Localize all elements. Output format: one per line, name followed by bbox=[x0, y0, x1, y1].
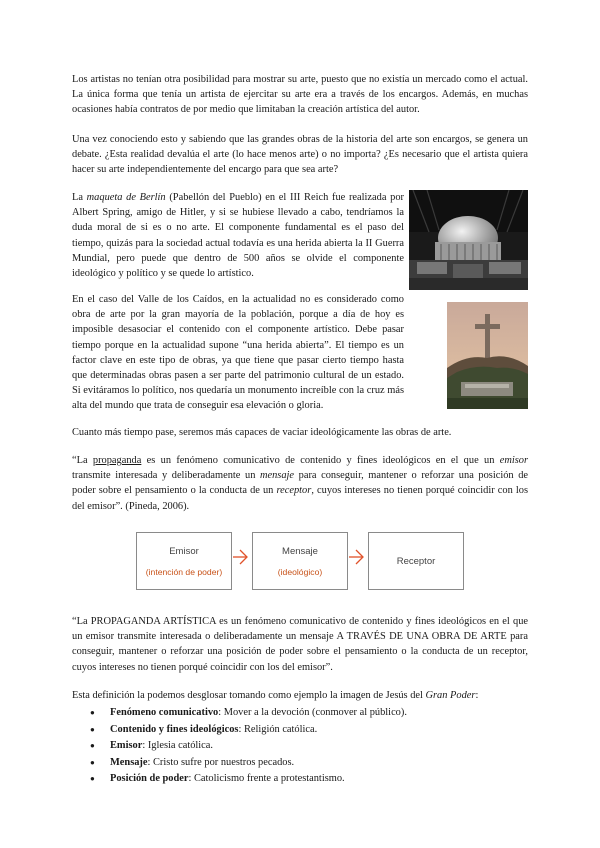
berlin-title: maqueta de Berlín bbox=[86, 192, 166, 203]
communication-diagram bbox=[136, 532, 464, 590]
diagram-receptor-label: Receptor bbox=[396, 556, 436, 567]
receptor-term: receptor bbox=[276, 485, 312, 497]
paragraph-propaganda-artistica: “La PROPAGANDA ARTÍSTICA es un fenómeno comunicativo de contenido y fines ideológicos en el que un emisor transmite interesada o deliberadamente un mensaje A TRAVÉS DE UNA OBRA DE ARTE para conseguir, mantener o reforzar una posición de poder sobre el pensamiento o la conducta de un receptor, cuyos intereses no tienen porqué coincidir con los del emisor”. bbox=[72, 616, 528, 673]
emisor-term: emisor bbox=[499, 455, 528, 466]
berlin-rest: (Pabellón del Pueblo) en el III Reich fue realizada por Albert Spring, amigo de Hitler, y si se hubiese llevado a cabo, tendríamos la duda moral de si es o no arte. El componente fundamental es el paso del tiempo, quizás para la sociedad actual todavía es una herida abierta la II Guerra Mundial, pero puede que dentro de 500 años se olvide el componente ideológico y político y se quede lo artístico. bbox=[72, 192, 404, 280]
diagram-box-mensaje bbox=[252, 532, 348, 590]
photo-valle-caidos bbox=[447, 302, 528, 409]
list-item bbox=[72, 722, 528, 739]
diagram-box-emisor bbox=[136, 532, 232, 590]
quote-text-2: es un fenómeno comunicativo de contenido y fines ideológicos en el que un bbox=[141, 455, 500, 466]
list-item bbox=[72, 738, 528, 755]
bullet-text: : Iglesia católica. bbox=[142, 740, 214, 752]
paragraph-debate: Una vez conociendo esto y sabiendo que las grandes obras de la historia del arte son encargos, se genera un debate. ¿Esta realidad devalúa el arte (lo hace menos arte) o no importa? ¿Es necesario que el artista quiera hacer su arte independientemente del encargo para que sea arte? bbox=[72, 134, 528, 176]
bullet-text: : Mover a la devoción (conmover al público). bbox=[218, 707, 407, 718]
paragraph-tiempo: Cuanto más tiempo pase, seremos más capaces de vaciar ideológicamente las obras de arte. bbox=[72, 427, 452, 438]
propaganda-term: propaganda bbox=[92, 455, 142, 466]
bullet-list bbox=[72, 705, 528, 788]
paragraph-encargos: Los artistas no tenían otra posibilidad para mostrar su arte, puesto que no existía un mercado como el actual. La única forma que tenía un artista de ejercitar su arte era a través de los encargos. Además, en muchas ocasiones había contratos de por medio que limitaban la creación artística del autor. bbox=[72, 74, 528, 116]
paragraph-berlin bbox=[72, 190, 404, 281]
bullet-term: Fenómeno comunicativo bbox=[110, 707, 219, 718]
diagram-mensaje-sub: (ideológico) bbox=[277, 567, 323, 577]
quote-text-5: , cuyos intereses no tienen porqué coincidir con los del emisor”. (Pineda, 2006). bbox=[72, 485, 528, 512]
photo-berlin-model bbox=[409, 190, 528, 290]
bullet-text: : Catolicismo frente a protestantismo. bbox=[188, 773, 345, 785]
gran-poder-title: Gran Poder bbox=[425, 690, 476, 701]
quote-text-1: “La bbox=[72, 455, 93, 466]
arrow-right-icon bbox=[232, 546, 252, 568]
bullet-term: Contenido y fines ideológicos bbox=[110, 723, 239, 735]
paragraph-valle-caidos: En el caso del Valle de los Caídos, en la actualidad no es considerado como obra de arte por la gran mayoría de la población, porque a día de hoy es imposible desasociar el contenido con el componente artístico. Debe pasar tiempo porque en la actualidad supone “una herida abierta”. El tiempo es un factor clave en este tipo de obras, ya que tiene que pasar cierto tiempo hasta que determinadas obras pasen a ser parte del patrimonio cultural de un estado. Si evitáramos lo político, nos quedaría un monumento increíble con la cruz más alta del mundo que trata de conseguir esa elevación o gloria. bbox=[72, 294, 404, 412]
quote-text-3: transmite interesada y deliberadamente un bbox=[72, 470, 260, 482]
berlin-lead: La bbox=[72, 192, 87, 203]
bullet-term: Mensaje bbox=[110, 756, 148, 768]
list-item bbox=[72, 771, 528, 788]
bullet-text: : Cristo sufre por nuestros pecados. bbox=[147, 756, 295, 768]
list-item bbox=[72, 705, 528, 722]
quote-text-4: para conseguir, mantener o reforzar una posición de poder sobre el pensamiento o la conducta de un bbox=[72, 470, 529, 497]
paragraph-quote-pineda bbox=[72, 453, 528, 514]
diagram-emisor-label: Emisor bbox=[169, 546, 199, 557]
mensaje-term: mensaje bbox=[260, 470, 295, 482]
paragraph-gran-poder bbox=[72, 688, 528, 703]
list-item bbox=[72, 755, 528, 772]
bullet-term: Posición de poder bbox=[110, 773, 189, 785]
bullet-term: Emisor bbox=[110, 740, 143, 752]
diagram-emisor-sub: (intención de poder) bbox=[145, 567, 223, 577]
bullet-text: : Religión católica. bbox=[238, 723, 318, 735]
arrow-right-icon bbox=[348, 546, 368, 568]
gran-poder-lead: Esta definición la podemos desglosar tomando como ejemplo la imagen de Jesús del bbox=[72, 690, 426, 701]
diagram-box-receptor bbox=[368, 532, 464, 590]
gran-poder-end: : bbox=[475, 690, 479, 701]
diagram-mensaje-label: Mensaje bbox=[282, 546, 318, 557]
